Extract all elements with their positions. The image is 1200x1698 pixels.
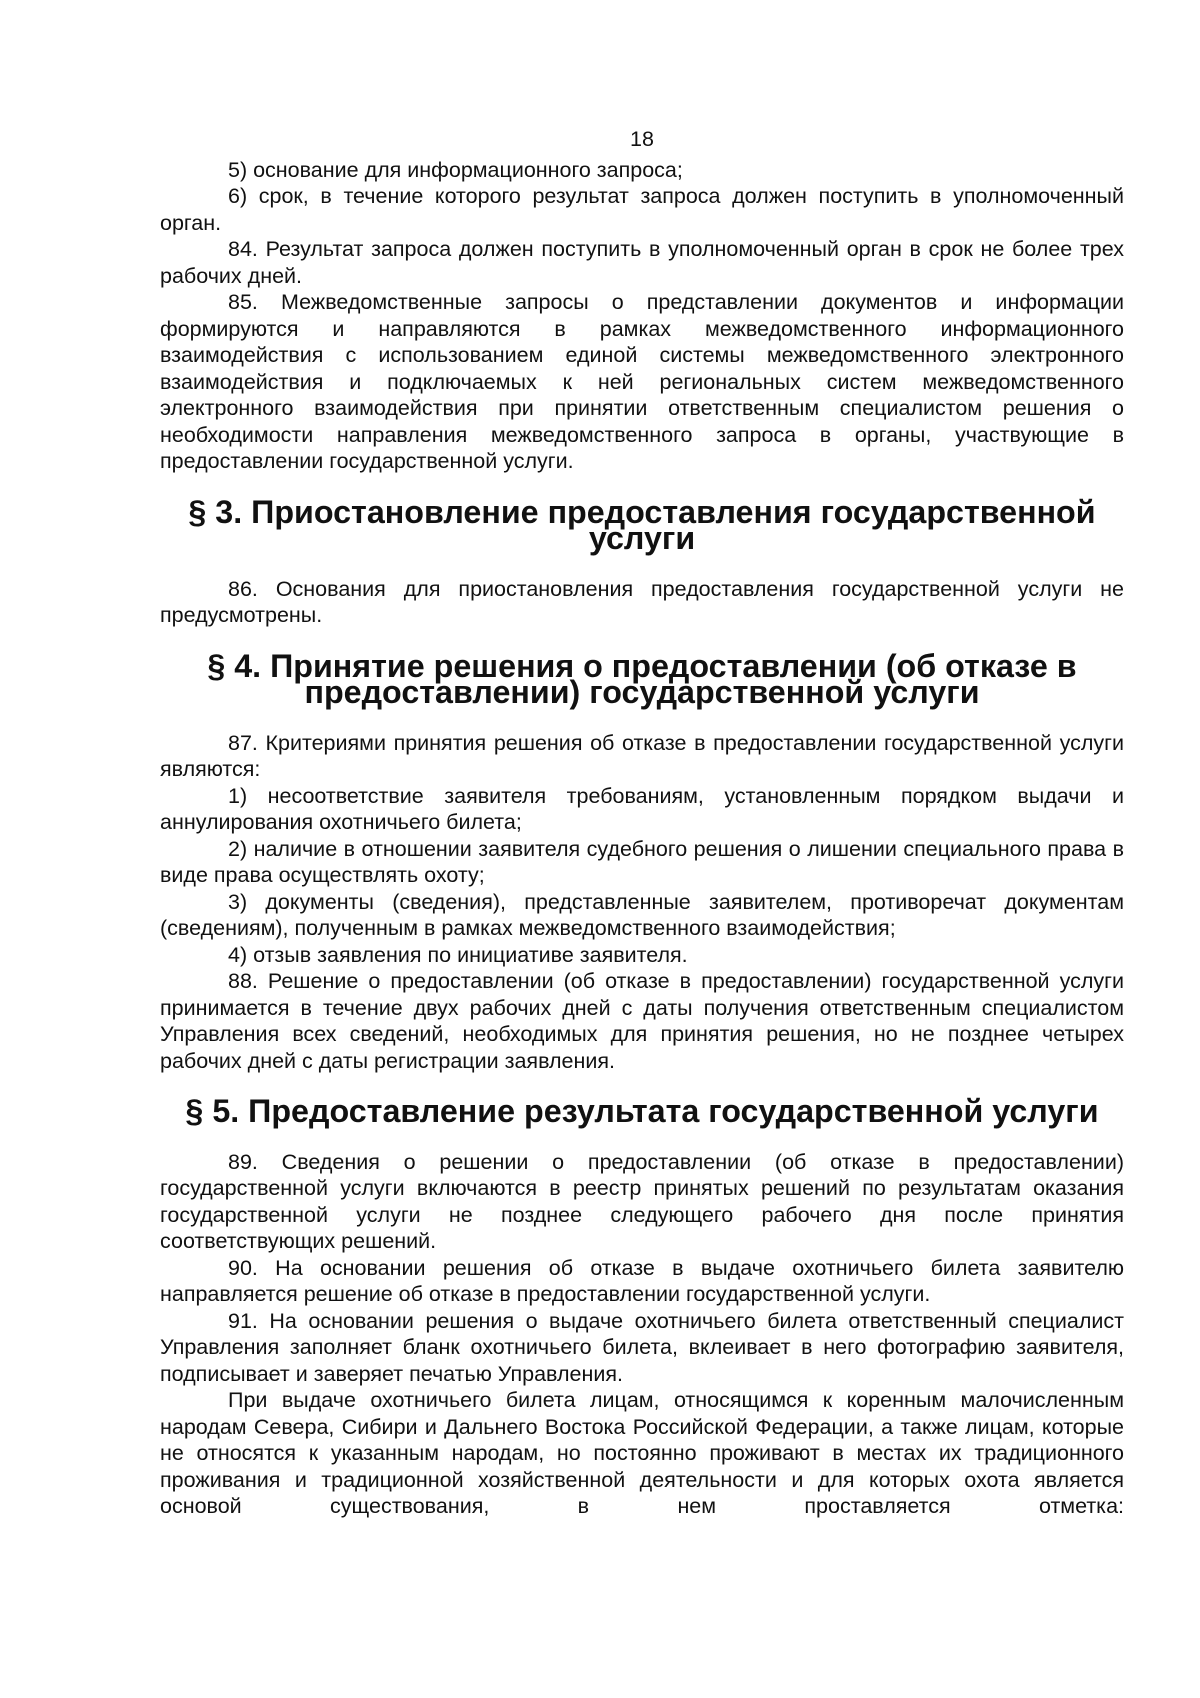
section-heading-3: § 3. Приостановление предоставления государственной услуги	[188, 493, 1096, 556]
paragraph-91-continuation: При выдаче охотничьего билета лицам, относящимся к коренным малочисленным народам Севера, Сибири и Дальнего Востока Российской Федерации, а также лицам, которые не относятся к указанным народам, но постоянно проживают в местах их традиционного проживания и традиционной хозяйственной деятельности и для которых охота является основой существования, в нем проставляется отметка:	[160, 1388, 1124, 1518]
paragraph-87-item-2: 2) наличие в отношении заявителя судебного решения о лишении специального права в виде права осуществлять охоту;	[160, 836, 1124, 887]
paragraph-item-5: 5) основание для информационного запроса;	[228, 157, 683, 182]
paragraph-87-item-4: 4) отзыв заявления по инициативе заявителя.	[228, 942, 688, 967]
section-heading-4: § 4. Принятие решения о предоставлении (об отказе в предоставлении) государственной услуги	[207, 647, 1077, 710]
paragraph-90: 90. На основании решения об отказе в выдаче охотничьего билета заявителю направляется решение об отказе в предоставлении государственной услуги.	[160, 1255, 1124, 1306]
paragraph-87: 87. Критериями принятия решения об отказе в предоставлении государственной услуги являются:	[160, 730, 1124, 781]
paragraph-87-item-1: 1) несоответствие заявителя требованиям, установленным порядком выдачи и аннулирования охотничьего билета;	[160, 783, 1124, 834]
paragraph-87-item-3: 3) документы (сведения), представленные заявителем, противоречат документам (сведениям), полученным в рамках межведомственного взаимодействия;	[160, 889, 1124, 940]
paragraph-91: 91. На основании решения о выдаче охотничьего билета ответственный специалист Управления заполняет бланк охотничьего билета, вклеивает в него фотографию заявителя, подписывает и заверяет печатью Управления.	[160, 1308, 1124, 1386]
paragraph-84: 84. Результат запроса должен поступить в уполномоченный орган в срок не более трех рабочих дней.	[160, 237, 1124, 288]
paragraph-88: 88. Решение о предоставлении (об отказе в предоставлении) государственной услуги принимается в течение двух рабочих дней с даты получения ответственным специалистом Управления всех сведений, необходимых для принятия решения, но не позднее четырех рабочих дней с даты регистрации заявления.	[160, 969, 1124, 1073]
page-number: 18	[630, 127, 654, 151]
paragraph-item-6: 6) срок, в течение которого результат запроса должен поступить в уполномоченный орган.	[160, 184, 1124, 235]
section-heading-5: § 5. Предоставление результата государственной услуги	[185, 1093, 1099, 1129]
paragraph-86: 86. Основания для приостановления предоставления государственной услуги не предусмотрены.	[160, 576, 1124, 627]
document-page	[160, 126, 1124, 1520]
paragraph-85: 85. Межведомственные запросы о представлении документов и информации формируются и направляются в рамках межведомственного информационного взаимодействия с использованием единой системы межведомственного электронного взаимодействия и подключаемых к ней региональных систем межведомственного электронного взаимодействия при принятии ответственным специалистом решения о необходимости направления межведомственного запроса в органы, участвующие в предоставлении государственной услуги.	[160, 290, 1124, 473]
paragraph-89: 89. Сведения о решении о предоставлении (об отказе в предоставлении) государственной услуги включаются в реестр принятых решений по результатам оказания государственной услуги не позднее следующего рабочего дня после принятия соответствующих решений.	[160, 1149, 1124, 1253]
